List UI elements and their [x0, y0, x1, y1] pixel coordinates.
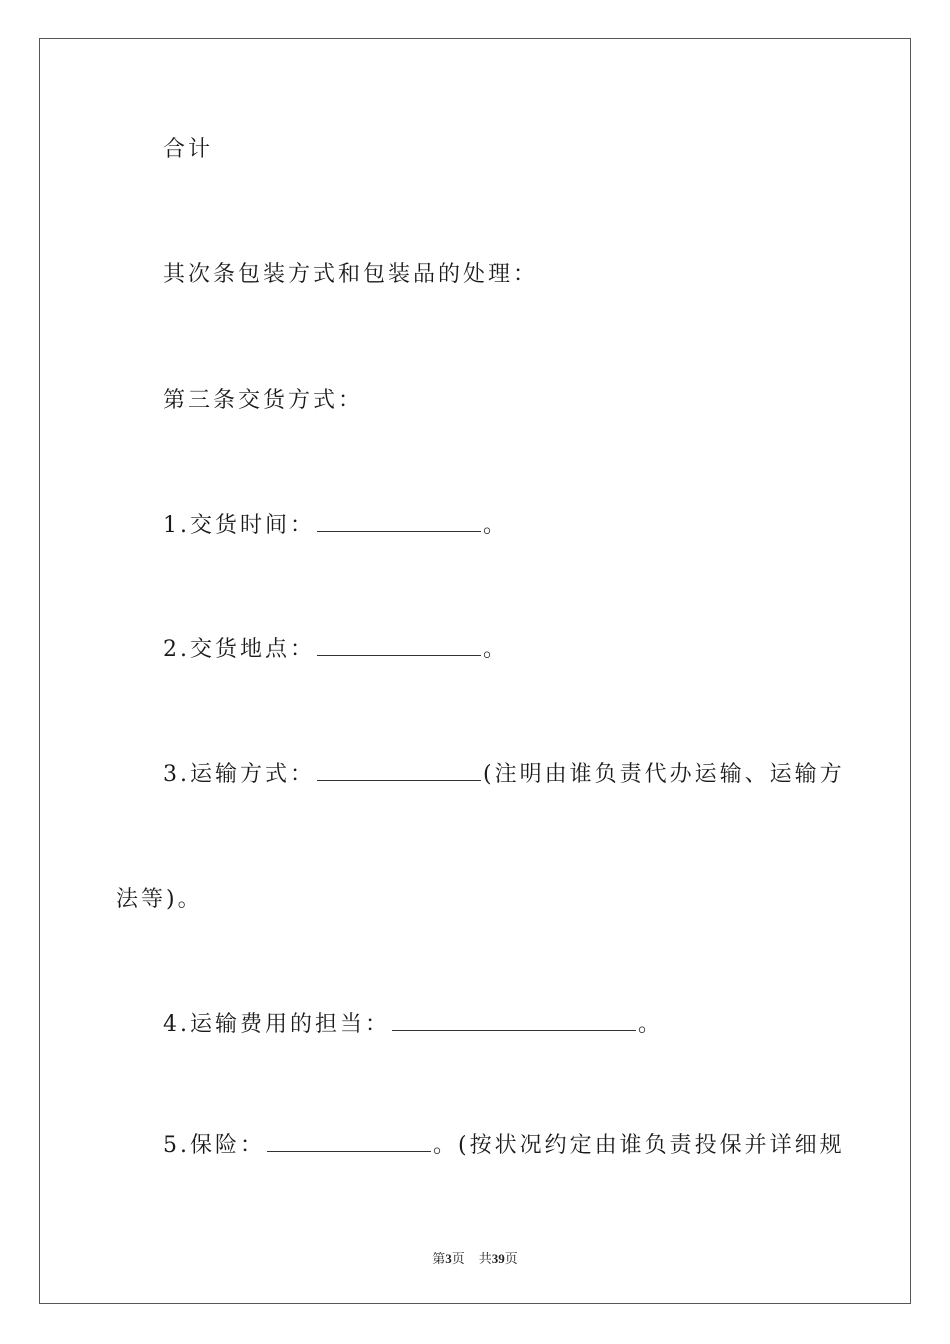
item-insurance	[163, 1132, 845, 1160]
clause-2-packaging: 其次条包装方式和包装品的处理：	[163, 262, 539, 287]
transport-cost-blank[interactable]	[392, 1012, 636, 1031]
delivery-place-blank[interactable]	[317, 637, 481, 656]
footer-page-number: 3	[445, 1251, 452, 1266]
item-delivery-place	[163, 636, 508, 664]
insurance-blank[interactable]	[267, 1133, 431, 1152]
item-transport-method-continued: 法等)。	[116, 887, 203, 912]
item-transport-cost-label: 4.运输费用的担当：	[163, 1012, 390, 1037]
footer-total-pages: 39	[491, 1251, 505, 1266]
total-label: 合计	[163, 137, 214, 162]
item-insurance-note: 。(按状况约定由谁负责投保并详细规	[433, 1133, 845, 1158]
page-frame	[39, 38, 911, 1304]
transport-method-blank[interactable]	[317, 762, 481, 781]
item-transport-method-note: (注明由谁负责代办运输、运输方	[483, 762, 845, 787]
item-delivery-time-end: 。	[483, 513, 509, 538]
page-footer	[0, 1248, 950, 1267]
footer-total-suffix: 页	[504, 1251, 518, 1266]
item-transport-cost-end: 。	[638, 1012, 664, 1037]
footer-total-prefix: 共	[478, 1251, 492, 1266]
footer-page-suffix: 页	[451, 1251, 465, 1266]
delivery-time-blank[interactable]	[317, 513, 481, 532]
item-transport-method-label: 3.运输方式：	[163, 762, 315, 787]
item-transport-cost	[163, 1011, 663, 1039]
item-delivery-place-label: 2.交货地点：	[163, 637, 315, 662]
clause-3-delivery: 第三条交货方式：	[163, 388, 364, 413]
item-insurance-label: 5.保险：	[163, 1133, 265, 1158]
item-transport-method	[163, 761, 845, 789]
item-delivery-place-end: 。	[483, 637, 509, 662]
footer-page-prefix: 第	[432, 1251, 446, 1266]
item-delivery-time-label: 1.交货时间：	[163, 513, 315, 538]
item-delivery-time	[163, 512, 508, 540]
